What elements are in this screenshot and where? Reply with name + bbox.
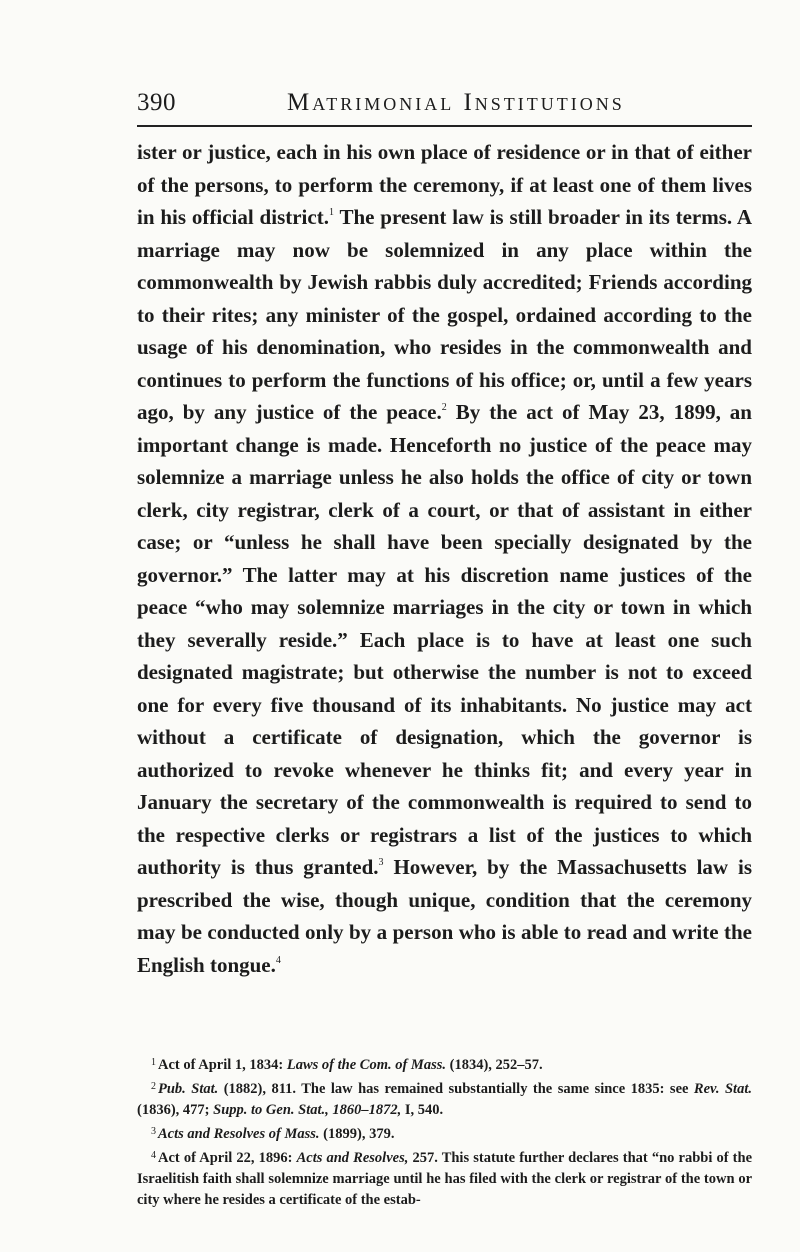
footnote-ref-4: 4 [275,954,281,966]
header-rule [137,125,752,127]
body-paragraph [137,136,752,981]
footnote-4: $^4$ Act of April 22, 1896: Acts and Resolves, 257. This statute further declares that “no rabbi of the Israelitish faith shall solemnize marriage until he has filed with the clerk or registrar of the town or city where he resides a certificate of the estab- [137,1150,753,1208]
body-text-2: The present law is still broader in its terms. A marriage may now be solemnized in any place within the commonwealth by Jewish rabbis duly accredited; Friends according to their rites; any minister of the gospel, ordained according to the usage of his denomination, who resides in the commonwealth and continues to perform the functions of his office; or, until a few years ago, by any justice of the peace. [137,205,752,424]
page-number: 390 [137,89,176,116]
footnote-ref-3: 3 [378,857,384,868]
footnote-ref-1: 1 [328,207,334,218]
page-header [137,87,752,127]
body-text-3: By the act of May 23, 1899, an important change is made. Henceforth no justice of the peace may solemnize a marriage unless he also holds the office of city or town clerk, city registrar, clerk of a court, or that of assistant in either case; or “unless he shall have been specially designated by the governor.” The latter may at his discretion name justices of the peace “who may solemnize marriages in the city or town in which they severally reside.” Each place is to have at least one such designated magistrate; but otherwise the number is not to exceed one for every five thousand of its inhabitants. No justice may act without a certificate of designation, which the governor is authorized to revoke whenever he thinks fit; and every year in January the secretary of the commonwealth is required to send to the respective clerks or registrars a list of the justices to which authority is thus granted. [137,400,752,879]
body-text-4: However, by the Massachusetts law is prescribed the wise, though unique, condition that the ceremony may be conducted only by a person who is able to read and write the English tongue. [137,855,752,977]
footnote-3: $^3$ Acts and Resolves of Mass. (1899), 379. [151,1126,395,1142]
running-head: Matrimonial Institutions [287,89,625,116]
footnote-1: $^1$ Act of April 1, 1834: Laws of the Com. of Mass. (1834), 252–57. [151,1057,543,1073]
body-text-1: ister or justice, each in his own place of residence or in that of either of the persons, to perform the ceremony, if at least one of them lives in his official district. [137,140,752,229]
footnote-2: $^2$ Pub. Stat. (1882), 811. The law has remained substantially the same since 1835: see Rev. Stat. (1836), 477; Supp. to Gen. Stat., 1860–1872, I, 540. [137,1081,752,1118]
footnotes [137,1052,752,1211]
footnote-ref-2: 2 [441,402,447,413]
